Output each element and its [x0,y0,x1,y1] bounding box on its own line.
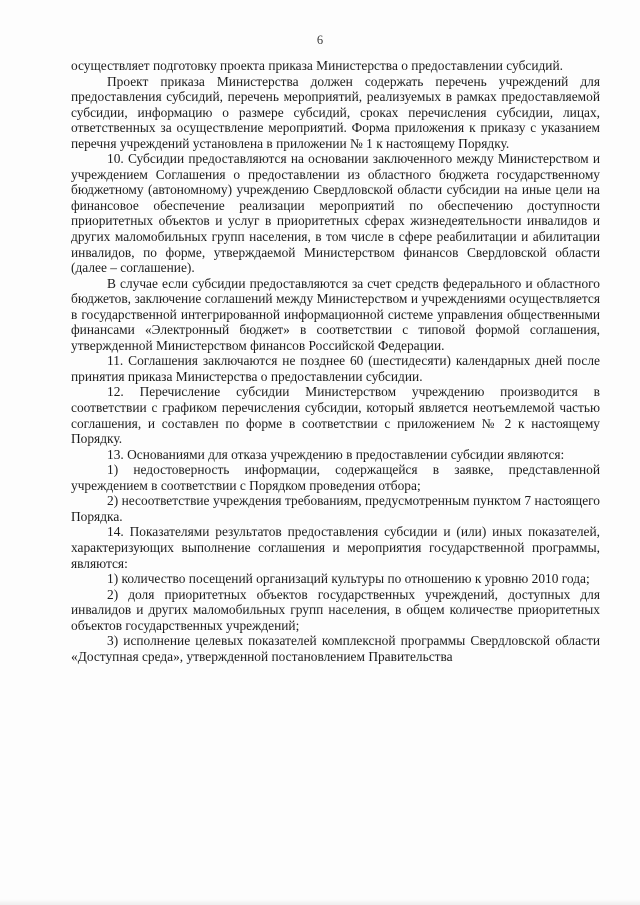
paragraph-item-14-1: 1) количество посещений организаций культуры по отношению к уровню 2010 года; [107,571,590,587]
paragraph-item-13: 13. Основаниями для отказа учреждению в предоставлении субсидии являются: [107,446,565,462]
paragraph-item-14: 14. Показателями результатов предоставления субсидии и (или) иных показателей, характеризующих выполнение соглашения и мероприятия государственной программы, являются: [71,524,600,571]
page-number: 6 [316,33,324,47]
paragraph-item-14-3: 3) исполнение целевых показателей комплексной программы Свердловской области «Доступная среда», утвержденной постановлением Правительства [71,633,600,664]
paragraph-continuation: осуществляет подготовку проекта приказа Министерства о предоставлении субсидий. [71,58,563,73]
paragraph-item-13-2: 2) несоответствие учреждения требованиям, предусмотренным пунктом 7 настоящего Порядка. [71,493,600,524]
paragraph-item-10: 10. Субсидии предоставляются на основании заключенного между Министерством и учреждением Соглашения о предоставлении из областного бюджета государственному бюджетному (автономному) учреждению Свердловской области субсидии на иные цели на финансовое обеспечение реализации мероприятий по обеспечению доступности приоритетных объектов и услуг в приоритетных сферах жизнедеятельности инвалидов и других маломобильных групп населения, в том числе в сфере реабилитации и абилитации инвалидов, по форме, утверждаемой Министерством финансов Свердловской области (далее – соглашение). [71,151,600,276]
document-body [71,58,600,664]
paragraph-item-12: 12. Перечисление субсидии Министерством учреждению производится в соответствии с графиком перечисления субсидии, который является неотъемлемой частью соглашения, и составлен по форме в соответствии с приложением № 2 к настоящему Порядку. [71,384,600,447]
paragraph-item-14-2: 2) доля приоритетных объектов государственных учреждений, доступных для инвалидов и других маломобильных групп населения, в общем количестве приоритетных объектов государственных учреждений; [71,586,600,633]
paragraph-federal-funds: В случае если субсидии предоставляются за счет средств федерального и областного бюджетов, заключение соглашений между Министерством и учреждениями осуществляется в государственной интегрированной информационной системе управления общественными финансами «Электронный бюджет» в соответствии с типовой формой соглашения, утвержденной Министерством финансов Российской Федерации. [71,275,600,353]
paragraph-item-11: 11. Соглашения заключаются не позднее 60 (шестидесяти) календарных дней после принятия приказа Министерства о предоставлении субсидии. [71,353,600,384]
page-bottom-edge [0,899,640,905]
paragraph-item-13-1: 1) недостоверность информации, содержащейся в заявке, представленной учреждением в соответствии с Порядком проведения отбора; [71,462,600,493]
paragraph-draft-order: Проект приказа Министерства должен содержать перечень учреждений для предоставления субсидий, перечень мероприятий, реализуемых в рамках предоставляемой субсидии, информацию о размере субсидий, сроках перечисления субсидии, лицах, ответственных за осуществление мероприятий. Форма приложения к приказу с указанием перечня учреждений установлена в приложении № 1 к настоящему Порядку. [71,73,600,151]
